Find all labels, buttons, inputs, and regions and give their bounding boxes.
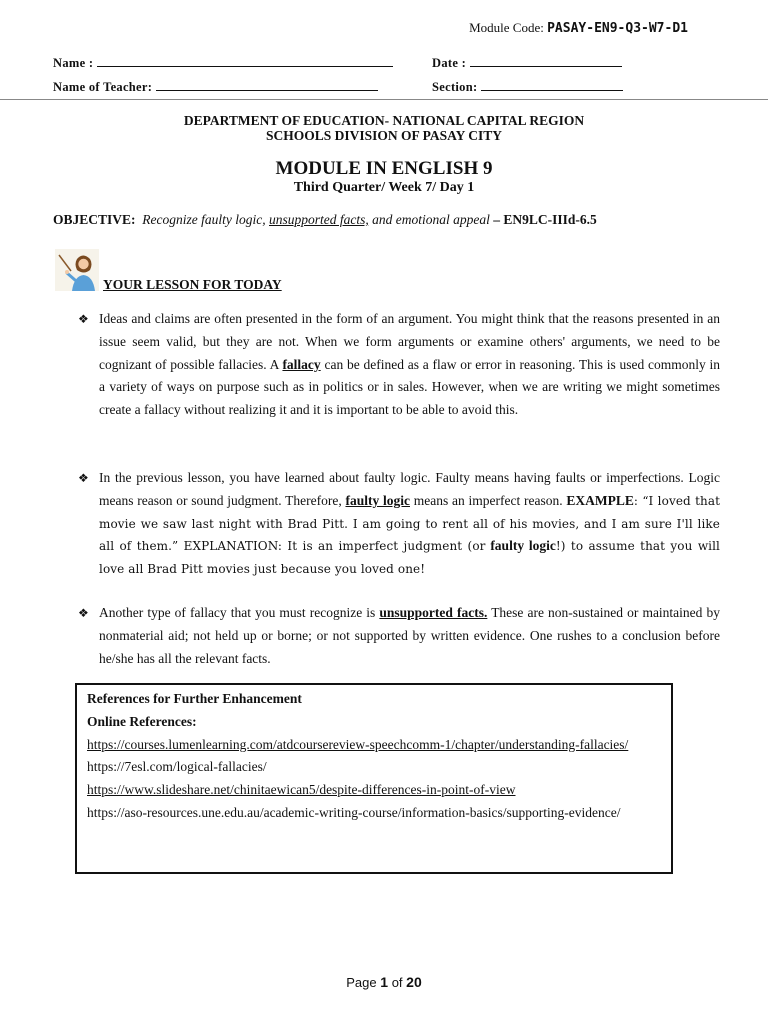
bullet-2-text-c: !) to assume that you will love all Brad Pitt movies just because you loved one! — [99, 539, 721, 577]
module-code-label: Module Code: — [469, 20, 544, 35]
department-line1: DEPARTMENT OF EDUCATION- NATIONAL CAPITAL REGION — [183, 113, 585, 128]
date-row — [432, 54, 622, 71]
department-line2: SCHOOLS DIVISION OF PASAY CITY — [265, 128, 503, 143]
module-code — [469, 20, 688, 36]
bullet-3-text-a: Another type of fallacy that you must recognize is — [99, 605, 376, 620]
term-faulty-logic-2: faulty logic — [490, 538, 556, 554]
bullet-2-text-a: In the previous lesson, you have learned about faulty logic. Faulty means having faults or imperfections. Logic means reason or sound judgment. Therefore, — [99, 470, 720, 508]
name-row — [53, 54, 393, 71]
bullet-1-text — [99, 308, 720, 422]
department-heading — [0, 113, 768, 143]
references-box — [75, 683, 673, 874]
page-label: Page — [346, 975, 377, 990]
lesson-heading: YOUR LESSON FOR TODAY — [103, 277, 282, 292]
bullet-2-text — [99, 467, 720, 581]
page-footer — [0, 974, 768, 990]
teacher-avatar-icon — [55, 249, 99, 291]
lesson-bullet-2 — [78, 467, 720, 581]
reference-link-3[interactable]: https://www.slideshare.net/chinitaewican5/despite-differences-in-point-of-view — [87, 782, 516, 798]
page-total: 20 — [406, 974, 422, 990]
section-field[interactable] — [481, 78, 623, 91]
teacher-row — [53, 78, 378, 95]
lesson-bullet-1 — [78, 308, 720, 422]
bullet-icon: ❖ — [78, 471, 89, 485]
example-label: EXAMPLE — [566, 492, 634, 508]
reference-link-1[interactable]: https://courses.lumenlearning.com/atdcoursereview-speechcomm-1/chapter/understanding-fallacies/ — [87, 736, 629, 752]
header-divider — [0, 99, 768, 100]
teacher-field[interactable] — [156, 78, 378, 91]
online-references-label: Online References: — [87, 713, 197, 729]
name-label: Name : — [53, 56, 94, 70]
teacher-label: Name of Teacher: — [53, 80, 153, 94]
module-title: MODULE IN ENGLISH 9 — [275, 158, 493, 179]
bullet-icon: ❖ — [78, 312, 89, 326]
page-current: 1 — [380, 974, 389, 990]
module-code-value: PASAY-EN9-Q3-W7-D1 — [547, 21, 688, 36]
name-field[interactable] — [97, 54, 393, 67]
lesson-bullet-3 — [78, 602, 720, 670]
term-unsupported-facts: unsupported facts. — [379, 605, 488, 620]
objective-underlined: unsupported facts, — [269, 212, 369, 227]
bullet-1-text-a: Ideas and claims are often presented in the form of an argument. You might think that the reasons presented in an issue seem valid, but they are not. When we form arguments or examine others' arguments, we need to be cognizant of possible fallacies. A — [99, 311, 720, 372]
date-field[interactable] — [470, 54, 622, 67]
term-faulty-logic: faulty logic — [345, 492, 410, 508]
bullet-2-text-b: means an imperfect reason. — [413, 492, 563, 508]
section-label: Section: — [432, 80, 478, 94]
references-heading: References for Further Enhancement — [87, 691, 302, 706]
bullet-icon: ❖ — [78, 606, 89, 620]
objective — [53, 212, 733, 228]
example-text: : “I loved that movie we saw last night with Brad Pitt. I am going to rent all of his movies, and I am sure I'll like all of them.” EXPLANATION: It is an imperfect judgment (or — [99, 493, 721, 554]
objective-label: OBJECTIVE: — [53, 212, 136, 227]
date-label: Date : — [432, 56, 467, 70]
bullet-3-text-b: These are non-sustained or maintained by nonmaterial aid; not held up or borne; or not supported by written evidence. One rushes to a conclusion before he/she has all the relevant facts. — [99, 605, 720, 666]
module-subtitle: Third Quarter/ Week 7/ Day 1 — [293, 180, 475, 195]
reference-link-2[interactable]: https://7esl.com/logical-fallacies/ — [87, 759, 267, 775]
objective-text-after: and emotional appeal — [372, 212, 490, 227]
reference-link-4[interactable]: https://aso-resources.une.edu.au/academic-writing-course/information-basics/supporting-evidence/ — [87, 804, 621, 820]
section-row — [432, 78, 623, 95]
objective-text-before: Recognize faulty logic, — [142, 212, 266, 227]
page-of-label: of — [391, 975, 403, 990]
bullet-1-text-b: can be defined as a flaw or error in reasoning. This is used commonly in a variety of ways on purpose such as in politics or in sales. However, when we are writing we might sometimes create a fallacy without realizing it and it is important to be able to avoid this. — [99, 356, 721, 418]
objective-dash: – — [493, 212, 500, 227]
term-fallacy: fallacy — [282, 356, 321, 372]
bullet-3-text — [99, 602, 720, 670]
objective-code: EN9LC-IIId-6.5 — [503, 212, 597, 227]
